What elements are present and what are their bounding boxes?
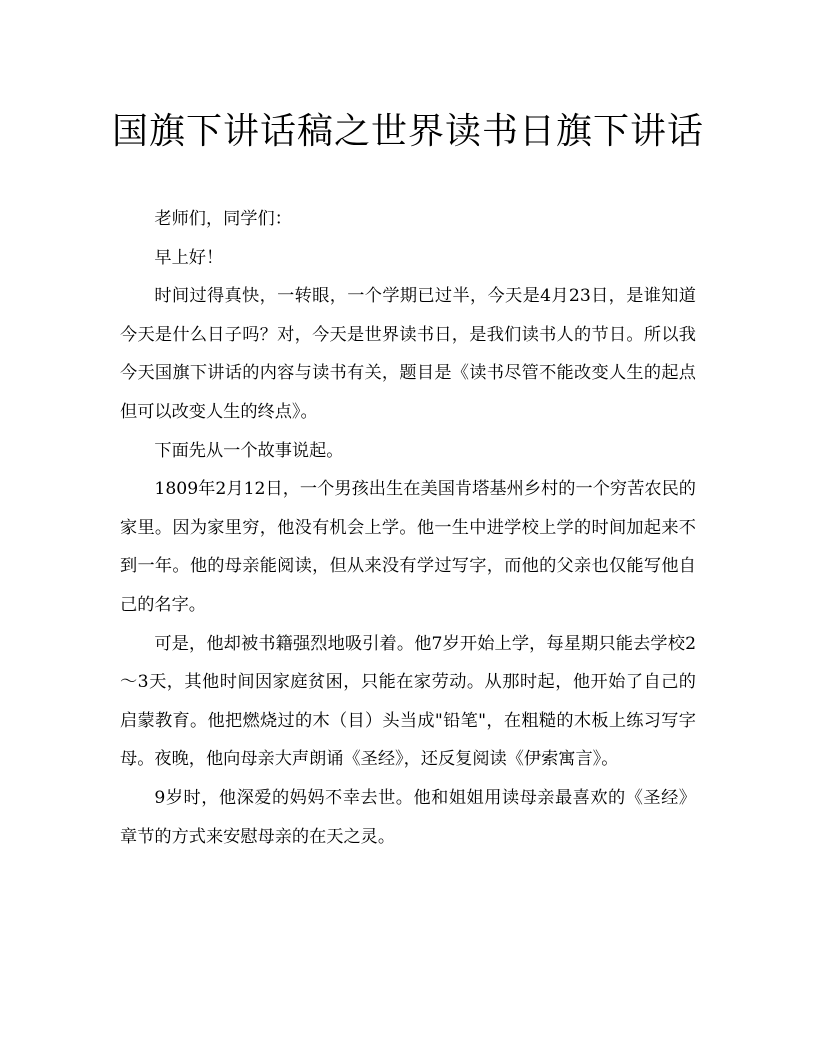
paragraph-story-lead: 下面先从一个故事说起。 <box>154 440 344 461</box>
document-body <box>120 200 696 856</box>
paragraph-morning: 早上好！ <box>154 247 224 268</box>
paragraph-mother: 9岁时，他深爱的妈妈不幸去世。他和姐姐用读母亲最喜欢的《圣经》章节的方式来安慰母亲的在天之灵。 <box>120 787 696 847</box>
paragraph-birth: 1809年2月12日，一个男孩出生在美国肯塔基州乡村的一个穷苦农民的家里。因为家里穷，他没有机会上学。他一生中进学校上学的时间加起来不到一年。他的母亲能阅读，但从来没有学过写字，而他的父亲也仅能写他自己的名字。 <box>120 479 696 615</box>
paragraph-greeting: 老师们，同学们： <box>154 209 292 229</box>
document-title: 国旗下讲话稿之世界读书日旗下讲话 <box>111 111 704 152</box>
paragraph-reading: 可是，他却被书籍强烈地吸引着。他7岁开始上学，每星期只能去学校2～3天，其他时间因家庭贫困，只能在家劳动。从那时起，他开始了自己的启蒙教育。他把燃烧过的木（目）头当成"铅笔"，在粗糙的木板上练习写字母。夜晚，他向母亲大声朗诵《圣经》，还反复阅读《伊索寓言》。 <box>120 633 696 770</box>
paragraph-intro: 时间过得真快，一转眼，一个学期已过半，今天是4月23日，是谁知道今天是什么日子吗？对，今天是世界读书日，是我们读书人的节日。所以我今天国旗下讲话的内容与读书有关，题目是《读书尽管不能改变人生的起点但可以改变人生的终点》。 <box>120 286 696 422</box>
